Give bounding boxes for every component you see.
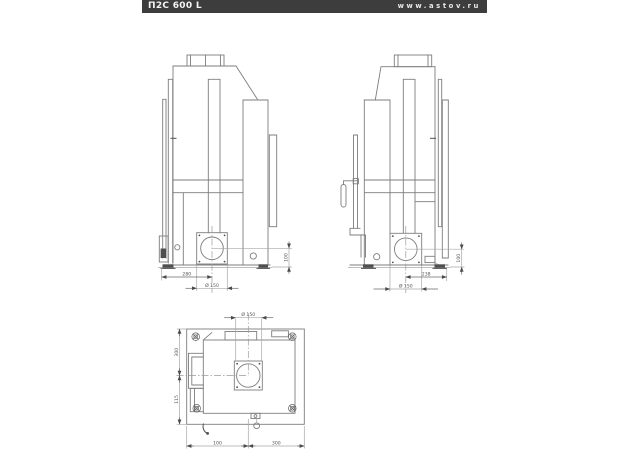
- side-small-hole: [374, 254, 380, 260]
- front-small-hole-left: [175, 245, 180, 250]
- plan-side-bottom-dim: 115: [174, 395, 180, 404]
- front-view-drawing: [158, 55, 292, 293]
- front-flue-outlet: [187, 55, 224, 66]
- side-view-drawing: [341, 55, 465, 293]
- front-small-hole-right: [250, 253, 256, 259]
- plan-body-outline: [187, 329, 305, 429]
- plan-inner-body: [203, 340, 295, 413]
- side-depth-dim: 238: [421, 272, 431, 278]
- plan-corner-bolts: [192, 333, 296, 412]
- front-outlet-dim: Ø 150: [205, 283, 219, 289]
- front-height-dim: 100: [284, 253, 290, 262]
- front-left-bracket: [159, 236, 168, 262]
- side-height-dim: 100: [457, 253, 463, 263]
- side-body-outline: [341, 55, 448, 265]
- plan-view-drawing: [174, 311, 304, 449]
- side-junction-box: [425, 256, 435, 262]
- model-label: П2С 600 L: [148, 1, 202, 11]
- plan-outlet-dim: Ø 150: [241, 312, 256, 318]
- plan-bottom-right-dim: 300: [271, 441, 281, 447]
- plan-outer-frame: [187, 329, 305, 424]
- plan-top-tab: [225, 332, 257, 341]
- side-outlet-dim: Ø 150: [398, 284, 413, 290]
- side-flue-outlet: [394, 55, 431, 67]
- plan-top-right-tab: [272, 331, 289, 337]
- plan-side-top-dim: 300: [174, 347, 180, 357]
- plan-sensor-bulb: [254, 423, 260, 429]
- plan-left-door: [189, 353, 204, 411]
- front-body-outline: [159, 55, 276, 265]
- website-label: www.astov.ru: [397, 2, 481, 10]
- plan-capillary-hook: [203, 424, 209, 435]
- side-door-handle: [341, 179, 358, 207]
- plan-bottom-left-dim: 100: [213, 441, 222, 447]
- front-width-dim: 280: [182, 272, 192, 278]
